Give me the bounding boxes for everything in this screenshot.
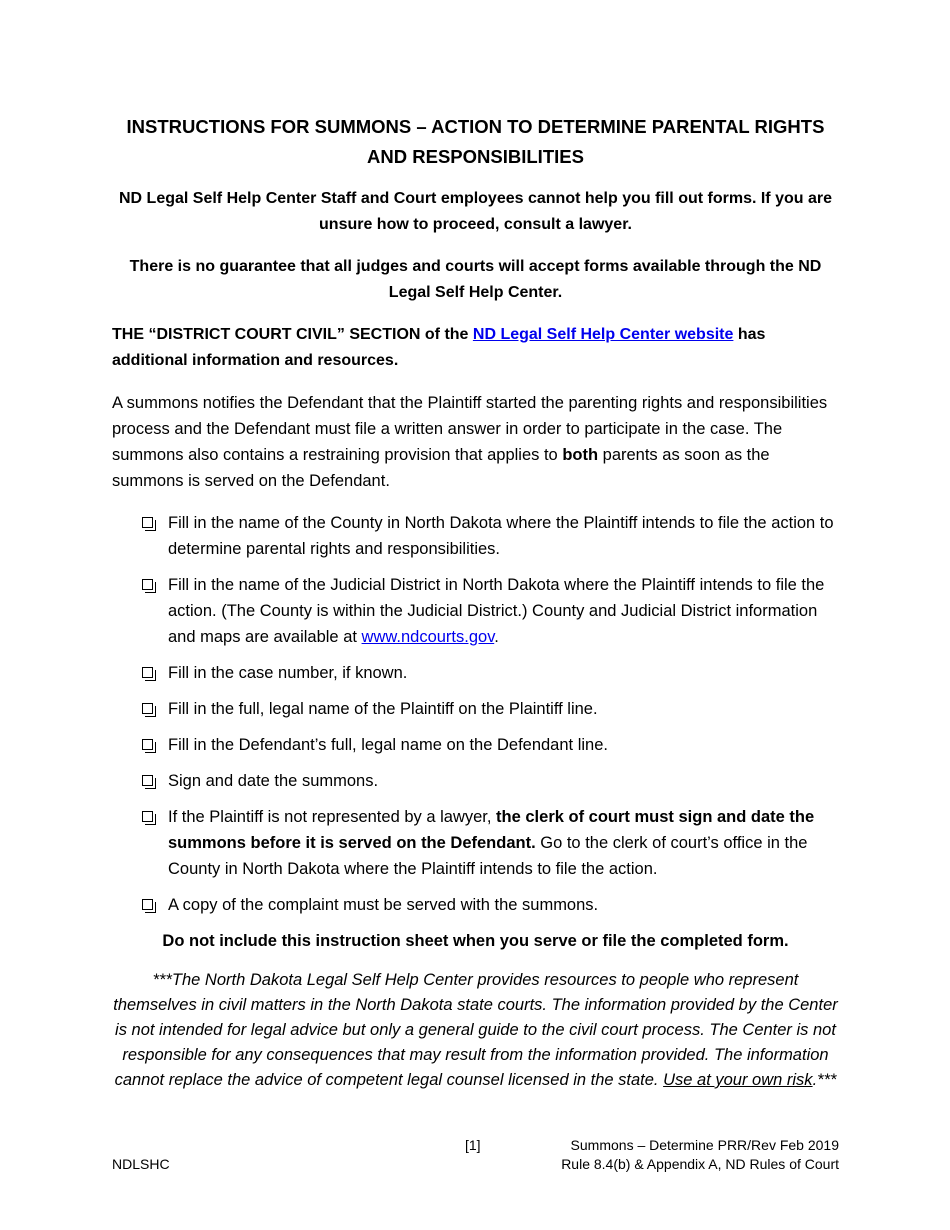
page-title: INSTRUCTIONS FOR SUMMONS – ACTION TO DETERMINE PARENTAL RIGHTS AND RESPONSIBILITIES <box>126 116 825 167</box>
disclaimer-text: ***The North Dakota Legal Self Help Center provides resources to people who represent themselves in civil matters in the North Dakota state courts. The information provided by the Center is not intended for legal advice but only a general guide to the civil court process. The Center is not responsible for any consequences that may result from the information provided. The information cannot replace the advice of competent legal counsel licensed in the state. <box>113 971 838 1089</box>
list-item <box>112 510 839 562</box>
list-item-text: If the Plaintiff is not represented by a lawyer, <box>168 808 497 826</box>
use-at-own-risk: Use at your own risk <box>663 1071 813 1089</box>
list-item <box>112 892 839 918</box>
list-item-text-after: Go to the clerk of court’s office in the County in North Dakota where the Plaintiff intends to file the action. <box>168 834 808 878</box>
disclaimer-end: .*** <box>812 1071 837 1089</box>
page-number: [1] <box>465 1137 481 1153</box>
district-court-section-note <box>112 322 839 374</box>
list-item-text-end: . <box>494 628 499 646</box>
list-item-text: Fill in the full, legal name of the Plaintiff on the Plaintiff line. <box>168 700 598 718</box>
list-item-text: Fill in the name of the Judicial District in North Dakota where the Plaintiff intends to file the action. (The County is within the Judicial District.) County and Judicial District information and maps are available at <box>168 576 825 646</box>
checkbox-icon <box>142 775 153 786</box>
list-item-text: A copy of the complaint must be served with the summons. <box>168 896 599 914</box>
do-not-include-notice: Do not include this instruction sheet when you serve or file the completed form. <box>162 932 789 950</box>
disclaimer <box>112 968 839 1093</box>
rule-reference: Rule 8.4(b) & Appendix A, ND Rules of Court <box>561 1156 839 1172</box>
document-body <box>112 112 839 1093</box>
list-item-text: Fill in the case number, if known. <box>168 664 408 682</box>
checkbox-icon <box>142 517 153 528</box>
self-help-website-link[interactable]: ND Legal Self Help Center website <box>472 326 734 343</box>
checkbox-icon <box>142 703 153 714</box>
checkbox-icon <box>142 811 153 822</box>
list-item <box>112 572 839 650</box>
instruction-checklist <box>112 510 839 918</box>
form-id: Summons – Determine PRR/Rev Feb 2019 <box>570 1137 839 1153</box>
list-item <box>112 804 839 882</box>
checkbox-icon <box>142 899 153 910</box>
intro-part-2: parents as soon as the summons is served on the Defendant. <box>112 446 770 490</box>
list-item-text: Fill in the Defendant’s full, legal name on the Defendant line. <box>168 736 608 754</box>
list-item-bold-text: the clerk of court must sign and date the summons before it is served on the Defendant. <box>168 808 815 852</box>
list-item <box>112 660 839 686</box>
intro-part-1: A summons notifies the Defendant that the Plaintiff started the parenting rights and responsibilities process and the Defendant must file a written answer in order to participate in the case. The summons also contains a restraining provision that applies to <box>112 394 828 464</box>
staff-warning: ND Legal Self Help Center Staff and Court employees cannot help you fill out forms. If you are unsure how to proceed, consult a lawyer. <box>119 190 832 233</box>
org-abbrev: NDLSHC <box>112 1156 170 1172</box>
no-guarantee-warning: There is no guarantee that all judges and courts will accept forms available through the ND Legal Self Help Center. <box>129 258 822 301</box>
checkbox-icon <box>142 739 153 750</box>
intro-bold-both: both <box>562 446 599 464</box>
list-item <box>112 768 839 794</box>
checkbox-icon <box>142 667 153 678</box>
section-note-after: has additional information and resources. <box>112 326 766 369</box>
list-item-text: Sign and date the summons. <box>168 772 379 790</box>
list-item <box>112 732 839 758</box>
list-item <box>112 696 839 722</box>
section-note-before: THE “DISTRICT COURT CIVIL” SECTION of the <box>112 326 473 343</box>
ndcourts-link[interactable]: www.ndcourts.gov <box>361 628 495 646</box>
intro-paragraph <box>112 390 839 494</box>
checkbox-icon <box>142 579 153 590</box>
list-item-text: Fill in the name of the County in North Dakota where the Plaintiff intends to file the action to determine parental rights and responsibilities. <box>168 514 834 558</box>
